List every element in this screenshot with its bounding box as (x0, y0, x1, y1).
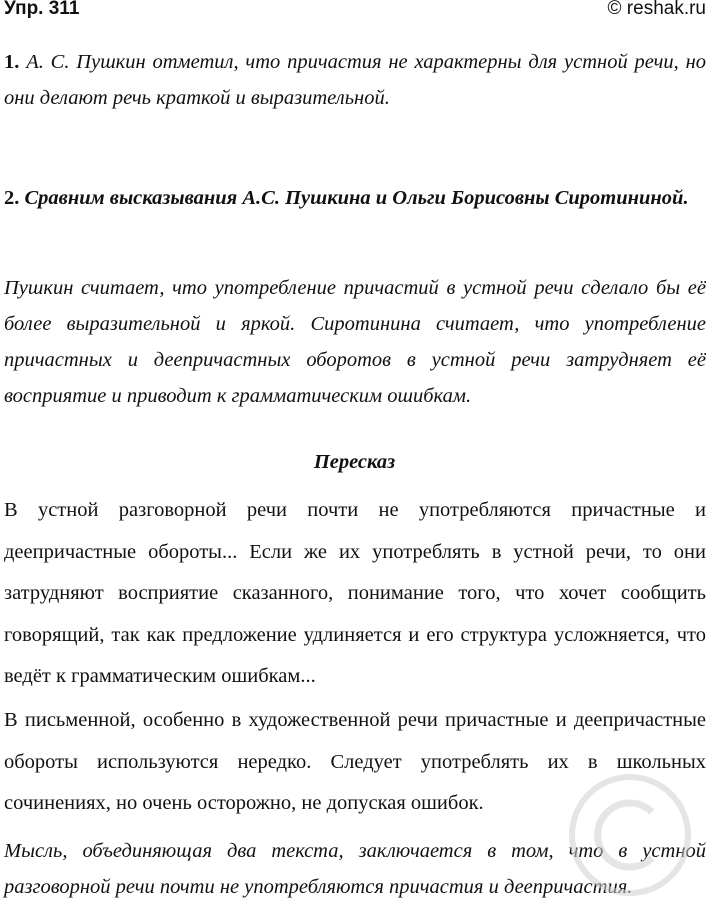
item-2-number: 2. (4, 187, 20, 209)
conclusion: Мысль, объединяющая два текста, заключается в том, что в устной разговорной речи почти не употребляются причастия и деепричастия. (4, 840, 706, 898)
item-2-heading-text: Сравним высказывания А.С. Пушкина и Ольги Борисовны Сиротининой. (24, 187, 689, 209)
header (4, 0, 706, 26)
item-1 (4, 44, 706, 116)
retelling-title: Пересказ (313, 451, 396, 473)
site-credit: © reshak.ru (607, 0, 706, 19)
retelling-paragraph-1: В устной разговорной речи почти не употребляются причастные и деепричастные обороты... Если же их употреблять в устной речи, то они затрудняют восприятие сказанного, понимание того, что хочет сообщить говорящий, так как предложение удлиняется и его структура усложняется, что ведёт к грамматическим ошибкам... (4, 499, 706, 687)
retelling-paragraph-2: В письменной, особенно в художественной речи причастные и деепричастные обороты используются нередко. Следует употреблять их в школьных сочинениях, но очень осторожно, не допуская ошибок. (4, 709, 706, 814)
exercise-title: Упр. 311 (4, 0, 80, 19)
item-2-heading (4, 180, 706, 216)
item-1-text: А. С. Пушкин отметил, что причастия не характерны для устной речи, но они делают речь краткой и выразительной. (4, 51, 707, 109)
item-2-text: Пушкин считает, что употребление причастий в устной речи сделало бы её более выразительной и яркой. Сиротинина считает, что употребление причастных и деепричастных оборотов в устной речи затрудняет её восприятие и приводит к грамматическим ошибкам. (4, 277, 706, 407)
item-1-number: 1. (4, 51, 20, 73)
